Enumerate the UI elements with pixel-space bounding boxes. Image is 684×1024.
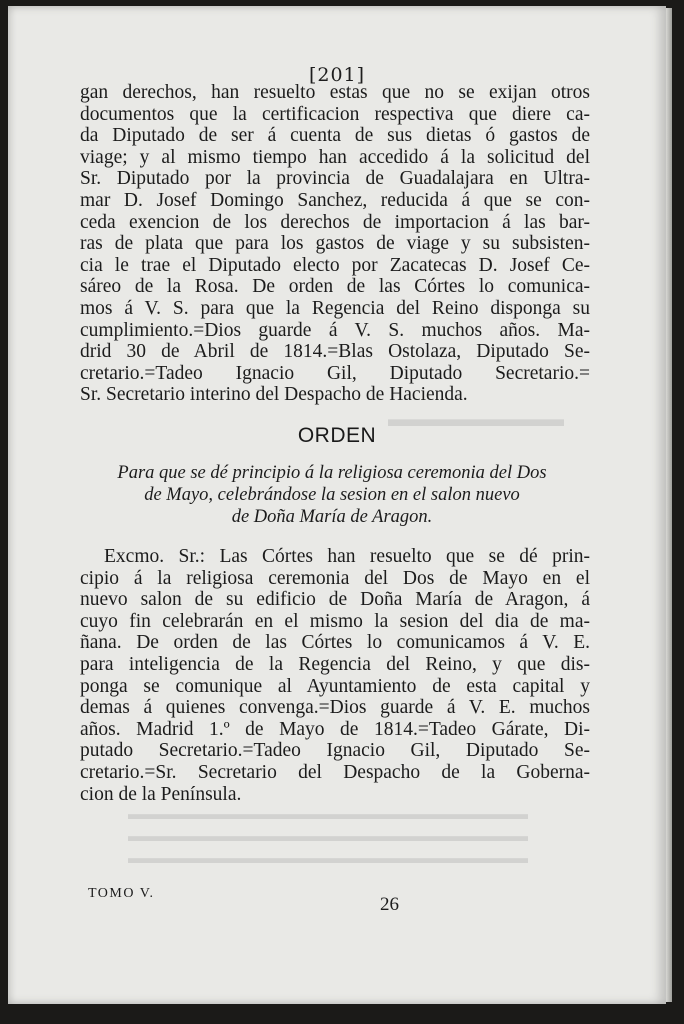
show-through-texture-2: ▬▬▬▬▬▬▬▬▬▬▬▬▬▬▬▬▬▬▬▬▬▬▬▬▬ xyxy=(128,806,528,823)
subtitle-line: de Mayo, celebrándose la sesion en el salon nuevo xyxy=(144,485,520,505)
text-line: sáreo de la Rosa. De orden de las Córtes lo comunica- xyxy=(80,276,590,298)
text-line: documentos que la certificacion respectiva que diere ca- xyxy=(80,103,590,125)
text-line: Excmo. Sr.: Las Córtes han resuelto que se dé prin- xyxy=(104,546,590,567)
text-line: drid 30 de Abril de 1814.=Blas Ostolaza, Diputado Se- xyxy=(80,341,590,363)
text-line: cion de la Península. xyxy=(80,783,242,805)
text-line: cuyo fin celebrarán en el mismo la sesion del dia de ma- xyxy=(80,610,590,632)
text-line: para inteligencia de la Regencia del Reino, y que dis- xyxy=(80,653,590,675)
text-line: ceda exencion de los derechos de importacion á las bar- xyxy=(80,211,590,233)
document-page xyxy=(8,6,666,1004)
volume-signature: TOMO V. xyxy=(88,886,155,901)
text-line: Sr. Diputado por la provincia de Guadalajara en Ultra- xyxy=(80,168,590,190)
text-line: da Diputado de ser á cuenta de sus dietas ó gastos de xyxy=(80,125,590,147)
text-line: cretario.=Sr. Secretario del Despacho de la Goberna- xyxy=(80,761,590,783)
text-line: cipio á la religiosa ceremonia del Dos de Mayo en el xyxy=(80,567,590,589)
text-line: nuevo salon de su edificio de Doña María de Aragon, á xyxy=(80,589,590,611)
text-line: putado Secretario.=Tadeo Ignacio Gil, Diputado Se- xyxy=(80,740,590,762)
text-line: ñana. De orden de las Córtes lo comunicamos á V. E. xyxy=(80,632,590,654)
section-title: ORDEN xyxy=(297,424,377,447)
text-line: ponga se comunique al Ayuntamiento de esta capital y xyxy=(80,675,590,697)
page-number-header: [201] xyxy=(308,64,366,86)
text-line: cumplimiento.=Dios guarde á V. S. muchos años. Ma- xyxy=(80,319,590,341)
text-line: demas á quienes convenga.=Dios guarde á V. E. muchos xyxy=(80,697,590,719)
page-edge xyxy=(666,8,672,1002)
show-through-texture: ▬▬▬▬▬▬▬▬ xyxy=(388,406,564,431)
show-through-texture-4: ▬▬▬▬▬▬▬▬▬▬▬▬▬▬▬▬▬▬▬▬▬▬▬▬▬ xyxy=(128,850,528,867)
text-line: gan derechos, han resuelto estas que no se exijan otros xyxy=(80,82,590,103)
show-through-texture-3: ▬▬▬▬▬▬▬▬▬▬▬▬▬▬▬▬▬▬▬▬▬▬▬▬▬ xyxy=(128,828,528,845)
text-line: cretario.=Tadeo Ignacio Gil, Diputado Secretario.= xyxy=(80,362,590,384)
subtitle-line: de Doña María de Aragon. xyxy=(231,507,433,527)
text-line: viage; y al mismo tiempo han accedido á la solicitud del xyxy=(80,146,590,168)
text-line: mar D. Josef Domingo Sanchez, reducida á que se con- xyxy=(80,189,590,211)
orden-subtitle xyxy=(92,462,572,528)
text-line: ras de plata que para los gastos de viage y su subsisten- xyxy=(80,233,590,255)
text-line: mos á V. S. para que la Regencia del Reino disponga su xyxy=(80,297,590,319)
subtitle-line: Para que se dé principio á la religiosa ceremonia del Dos xyxy=(117,463,547,483)
orden-body-text xyxy=(80,546,590,805)
body-text-top xyxy=(80,82,590,406)
text-line: Sr. Secretario interino del Despacho de Hacienda. xyxy=(80,384,468,406)
text-line: años. Madrid 1.º de Mayo de 1814.=Tadeo Gárate, Di- xyxy=(80,718,590,740)
text-line: cia le trae el Diputado electo por Zacatecas D. Josef Ce- xyxy=(80,254,590,276)
gathering-number: 26 xyxy=(380,894,399,915)
